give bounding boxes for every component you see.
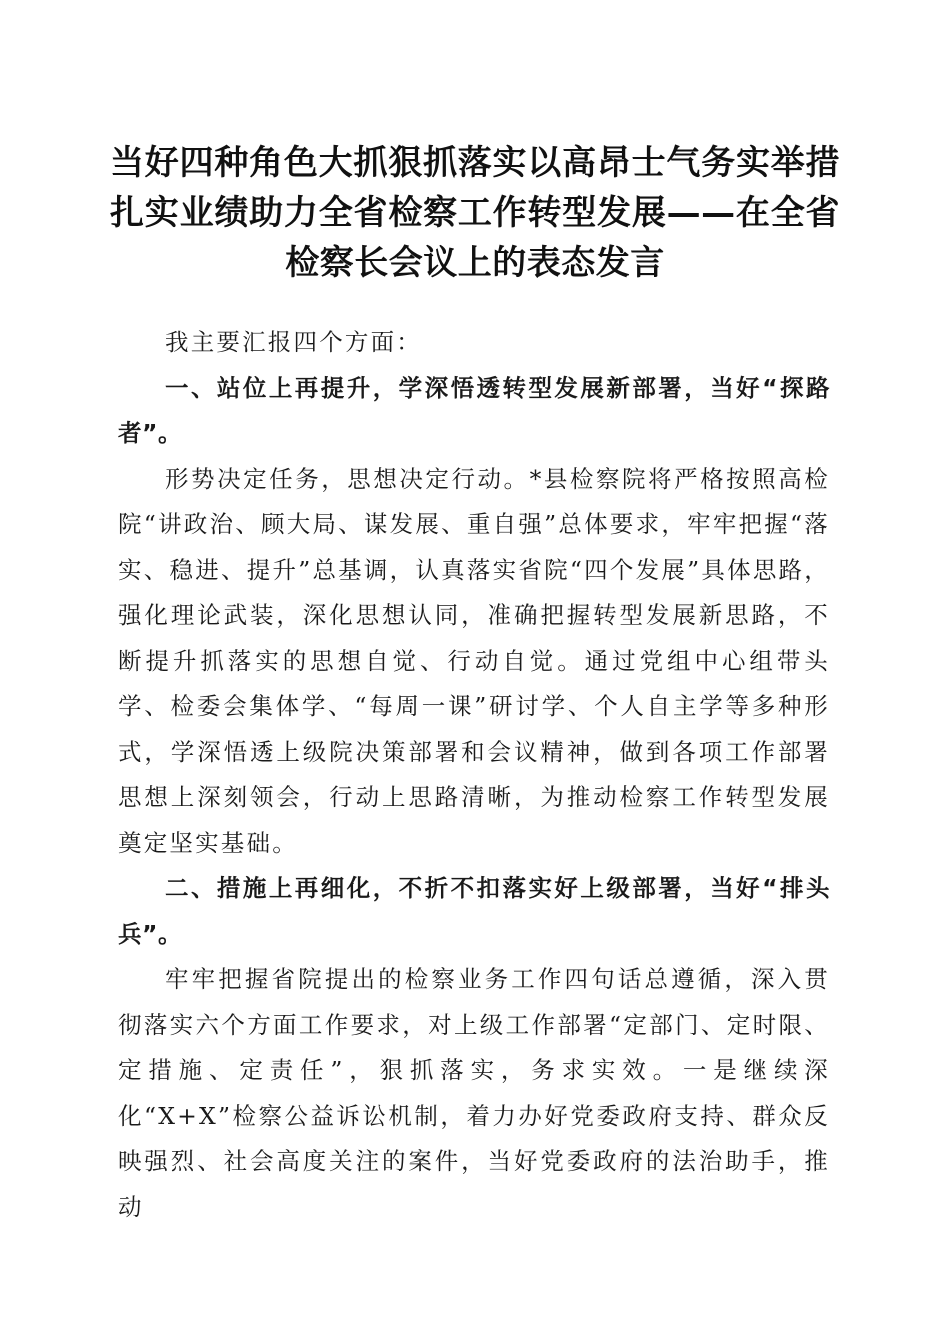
section-heading-1: 一、站位上再提升，学深悟透转型发展新部署，当好“探路者”。 [118, 373, 830, 447]
section-heading-2: 二、措施上再细化，不折不扣落实好上级部署，当好“排头兵”。 [118, 874, 830, 948]
body-paragraph-1: 形势决定任务，思想决定行动。*县检察院将严格按照高检院“讲政治、顾大局、谋发展、重自强”总体要求，牢牢把握“落实、稳进、提升”总基调，认真落实省院“四个发展”具体思路，强化理论武装，深化思想认同，准确把握转型发展新思路，不断提升抓落实的思想自觉、行动自觉。通过党组中心组带头学、检委会集体学、“每周一课”研讨学、个人自主学等多种形式，学深悟透上级院决策部署和会议精神，做到各项工作部署思想上深刻领会，行动上思路清晰，为推动检察工作转型发展奠定坚实基础。 [118, 464, 830, 857]
intro-paragraph: 我主要汇报四个方面： [165, 328, 422, 356]
body-paragraph-2: 牢牢把握省院提出的检察业务工作四句话总遵循，深入贯彻落实六个方面工作要求，对上级工作部署“定部门、定时限、定措施、定责任”，狠抓落实，务求实效。一是继续深化“X+X”检察公益诉讼机制，着力办好党委政府支持、群众反映强烈、社会高度关注的案件，当好党委政府的法治助手，推动 [118, 965, 830, 1221]
document-title: 当好四种角色大抓狠抓落实以高昂士气务实举措扎实业绩助力全省检察工作转型发展——在全省检察长会议上的表态发言 [110, 143, 840, 283]
document-body [118, 320, 830, 1230]
